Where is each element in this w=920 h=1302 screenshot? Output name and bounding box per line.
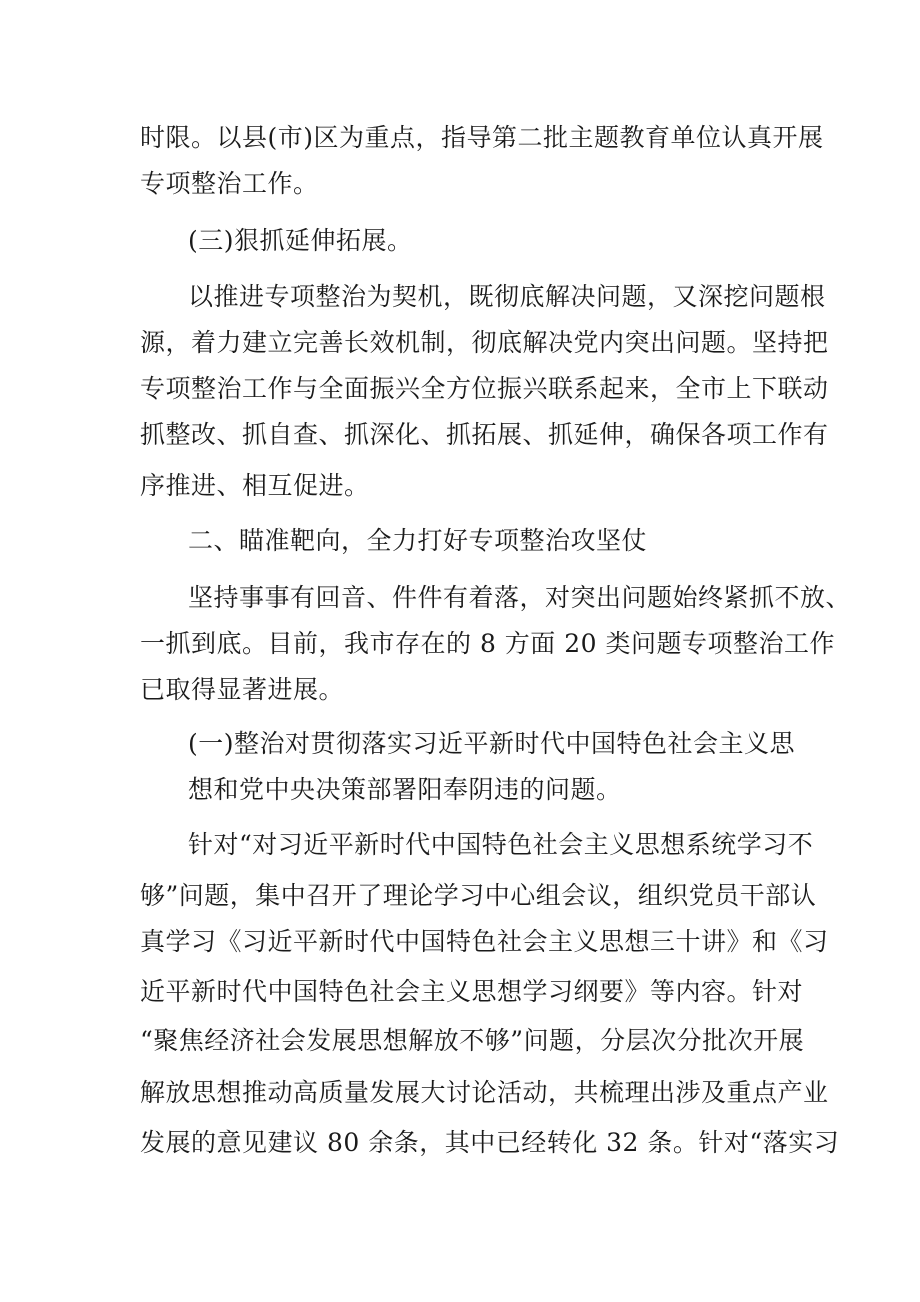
text-line: 解放思想推动高质量发展大讨论活动，共梳理出涉及重点产业 bbox=[140, 1078, 829, 1107]
text-line: 专项整治工作。 bbox=[140, 169, 319, 198]
text-line: 序推进、相互促进。 bbox=[140, 471, 370, 500]
text-line: 抓整改、抓自查、抓深化、抓拓展、抓延伸，确保各项工作有 bbox=[140, 420, 829, 449]
text-line: 真学习《习近平新时代中国特色社会主义思想三十讲》和《习 bbox=[140, 927, 829, 956]
text-line: “聚焦经济社会发展思想解放不够”问题，分层次分批次开展 bbox=[140, 1026, 805, 1055]
text-line: 专项整治工作与全面振兴全方位振兴联系起来，全市上下联动 bbox=[140, 374, 829, 403]
text-line: 以推进专项整治为契机，既彻底解决问题，又深挖问题根 bbox=[188, 282, 826, 311]
text-line: 时限。以县(市)区为重点，指导第二批主题教育单位认真开展 bbox=[140, 123, 824, 152]
text-line: 已取得显著进展。 bbox=[140, 675, 345, 704]
text-line: 近平新时代中国特色社会主义思想学习纲要》等内容。针对 bbox=[140, 977, 804, 1006]
chapter-heading: 二、瞄准靶向，全力打好专项整治攻坚仗 bbox=[188, 526, 648, 555]
text-line: 源，着力建立完善长效机制，彻底解决党内突出问题。坚持把 bbox=[140, 328, 829, 357]
text-line: 够”问题，集中召开了理论学习中心组会议，组织党员干部认 bbox=[140, 881, 817, 910]
text-line: 坚持事事有回音、件件有着落，对突出问题始终紧抓不放、 bbox=[188, 583, 852, 612]
section-heading: 想和党中央决策部署阳奉阴违的问题。 bbox=[188, 775, 622, 804]
text-line: 一抓到底。目前，我市存在的 8 方面 20 类问题专项整治工作 bbox=[140, 629, 836, 658]
text-line: 针对“对习近平新时代中国特色社会主义思想系统学习不 bbox=[188, 830, 814, 859]
section-heading: (一)整治对贯彻落实习近平新时代中国特色社会主义思 bbox=[188, 729, 796, 758]
text-line: 发展的意见建议 80 余条，其中已经转化 32 条。针对“落实习 bbox=[140, 1128, 840, 1157]
section-heading: (三)狠抓延伸拓展。 bbox=[188, 226, 413, 255]
